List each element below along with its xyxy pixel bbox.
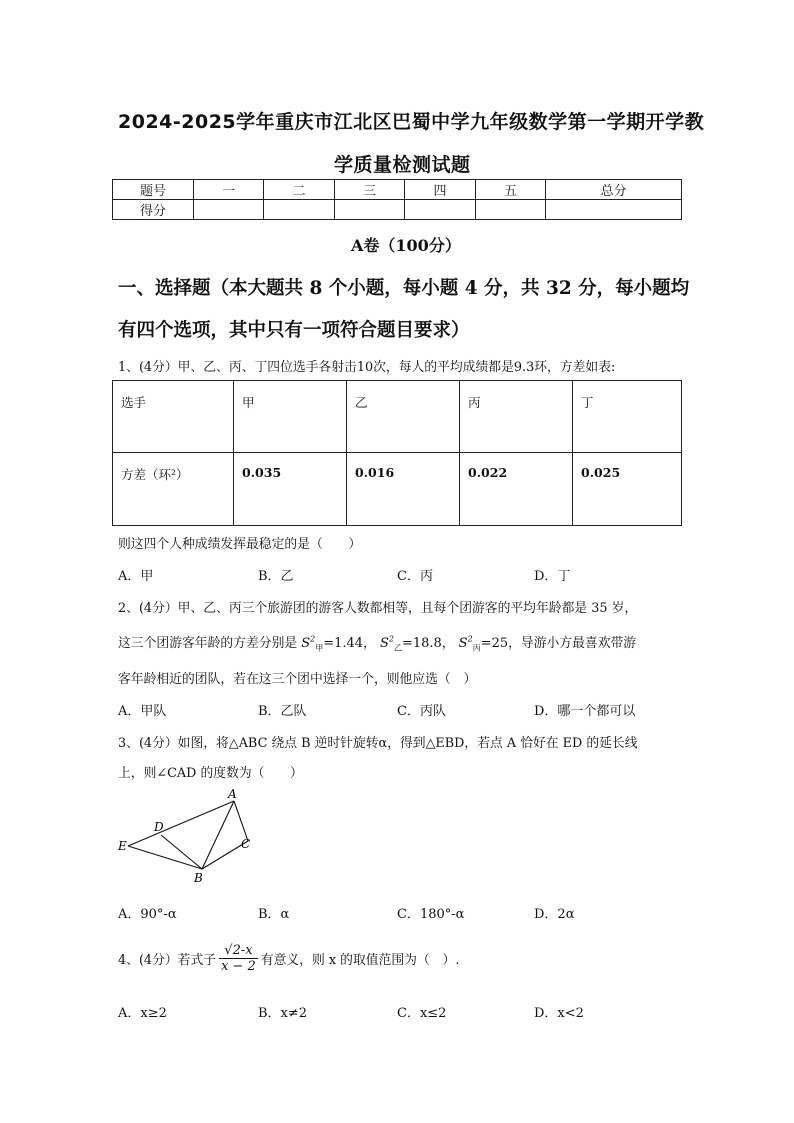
q4-fraction bbox=[219, 943, 258, 974]
q2-variance-yi: $S^2_乙=18.8$ bbox=[379, 634, 442, 653]
section-1-heading-line-2: 有四个选项，其中只有一项符合题目要求） bbox=[118, 320, 470, 341]
q1-table-value: 0.025 bbox=[573, 453, 682, 526]
q1-question: 则这四个人种成绩发挥最稳定的是（ ） bbox=[118, 537, 362, 552]
score-header-cell: 总分 bbox=[546, 180, 682, 200]
q4-prefix: 4、(4分）若式子 bbox=[118, 953, 217, 968]
q1-table-header-cell: 丙 bbox=[460, 381, 573, 453]
q2-line-2-prefix: 这三个团游客年龄的方差分别是 bbox=[118, 636, 298, 651]
q1-table-value: 0.035 bbox=[234, 453, 347, 526]
q2-line-2-suffix: ，导游小方最喜欢带游 bbox=[508, 636, 637, 651]
q1-table-value: 0.016 bbox=[347, 453, 460, 526]
score-header-cell: 四 bbox=[405, 180, 475, 200]
score-table bbox=[112, 179, 682, 220]
label-a: A bbox=[228, 787, 237, 801]
q2-line-2: 这三个团游客年龄的方差分别是 $S^2_甲=1.44$， $S^2_乙=18.8$， $S^2_丙=25$，导游小方最喜欢带游 bbox=[118, 634, 637, 653]
q2-variance-jia-sub: 甲 bbox=[315, 643, 324, 653]
score-header-cell: 五 bbox=[475, 180, 545, 200]
q2-variance-yi-value: =18.8 bbox=[401, 636, 442, 651]
score-cell[interactable] bbox=[475, 200, 545, 220]
q4-suffix: 有意义，则 x 的取值范围为（ ）. bbox=[260, 953, 460, 968]
line-eb bbox=[128, 846, 202, 869]
score-header-cell: 二 bbox=[264, 180, 334, 200]
q1-option-d[interactable]: D．丁 bbox=[534, 569, 571, 584]
label-b: B bbox=[194, 871, 203, 885]
q1-table-header-cell: 甲 bbox=[234, 381, 347, 453]
q4-option-b[interactable]: B．x≠2 bbox=[258, 1006, 308, 1021]
score-header-cell: 三 bbox=[334, 180, 404, 200]
q4-option-d[interactable]: D．x<2 bbox=[534, 1006, 584, 1021]
label-e: E bbox=[118, 839, 127, 853]
q4-option-a[interactable]: A．x≥2 bbox=[118, 1006, 167, 1021]
q2-option-c[interactable]: C．丙队 bbox=[397, 704, 446, 719]
score-cell[interactable] bbox=[264, 200, 334, 220]
q2-variance-bing-value: =25 bbox=[480, 636, 509, 651]
q2-variance-bing: $S^2_丙=25$ bbox=[458, 634, 509, 653]
score-cell[interactable] bbox=[405, 200, 475, 220]
line-ac bbox=[234, 801, 248, 841]
q1-table-header-cell: 选手 bbox=[113, 381, 234, 453]
q2-option-a[interactable]: A．甲队 bbox=[118, 704, 167, 719]
q1-option-b[interactable]: B．乙 bbox=[258, 569, 294, 584]
q2-line-1: 2、(4分）甲、乙、丙三个旅游团的游客人数都相等，且每个团游客的平均年龄都是 35 岁， bbox=[118, 601, 638, 616]
q3-geometry-figure bbox=[112, 786, 262, 886]
line-db bbox=[161, 835, 202, 869]
q1-table-row-label: 方差（环²） bbox=[113, 453, 234, 526]
section-a-heading: A卷（100分） bbox=[351, 236, 461, 255]
q1-table-header-cell: 丁 bbox=[573, 381, 682, 453]
line-ea bbox=[128, 801, 234, 846]
q4-denominator: x − 2 bbox=[221, 959, 256, 974]
score-cell[interactable] bbox=[334, 200, 404, 220]
q2-variance-yi-sub: 乙 bbox=[393, 643, 402, 653]
q1-variance-table bbox=[112, 380, 682, 526]
q1-table-value-row bbox=[113, 453, 682, 526]
title-line-2: 学质量检测试题 bbox=[334, 154, 471, 176]
score-value-row bbox=[113, 200, 682, 220]
q4-numerator: √2-x bbox=[219, 943, 258, 959]
score-header-cell: 一 bbox=[194, 180, 264, 200]
q1-option-c[interactable]: C．丙 bbox=[397, 569, 433, 584]
score-row-label: 得分 bbox=[113, 200, 194, 220]
q2-option-b[interactable]: B．乙队 bbox=[258, 704, 307, 719]
label-d: D bbox=[154, 820, 164, 834]
q3-option-b[interactable]: B．α bbox=[258, 907, 290, 922]
q2-option-d[interactable]: D．哪一个都可以 bbox=[534, 704, 636, 719]
q1-stem: 1、(4分）甲、乙、丙、丁四位选手各射击10次，每人的平均成绩都是9.3环，方差如表: bbox=[118, 360, 616, 375]
label-c: C bbox=[241, 837, 251, 851]
score-cell[interactable] bbox=[194, 200, 264, 220]
q3-line-1: 3、(4分）如图，将△ABC 绕点 B 逆时针旋转α，得到△EBD，若点 A 恰好在 ED 的延长线 bbox=[118, 736, 638, 751]
q3-option-a[interactable]: A．90°-α bbox=[118, 907, 177, 922]
q4-stem bbox=[118, 943, 459, 974]
score-header-cell: 题号 bbox=[113, 180, 194, 200]
q2-variance-bing-sub: 丙 bbox=[472, 643, 481, 653]
q2-line-3: 客年龄相近的团队，若在这三个团中选择一个，则他应选（ ） bbox=[118, 672, 477, 687]
q3-line-2: 上，则∠CAD 的度数为（ ） bbox=[118, 766, 303, 781]
q1-table-value: 0.022 bbox=[460, 453, 573, 526]
q3-option-c[interactable]: C．180°-α bbox=[397, 907, 465, 922]
q1-table-header-cell: 乙 bbox=[347, 381, 460, 453]
section-1-heading-line-1: 一、选择题（本大题共 8 个小题，每小题 4 分，共 32 分，每小题均 bbox=[118, 278, 690, 299]
score-cell[interactable] bbox=[546, 200, 682, 220]
q2-variance-jia: $S^2_甲=1.44$ bbox=[301, 634, 364, 653]
q2-variance-jia-value: =1.44 bbox=[323, 636, 364, 651]
q1-option-a[interactable]: A．甲 bbox=[118, 569, 154, 584]
q1-table-header-row bbox=[113, 381, 682, 453]
q4-option-c[interactable]: C．x≤2 bbox=[397, 1006, 447, 1021]
q3-option-d[interactable]: D．2α bbox=[534, 907, 575, 922]
score-header-row bbox=[113, 180, 682, 200]
title-line-1: 2024-2025学年重庆市江北区巴蜀中学九年级数学第一学期开学教 bbox=[118, 111, 705, 133]
